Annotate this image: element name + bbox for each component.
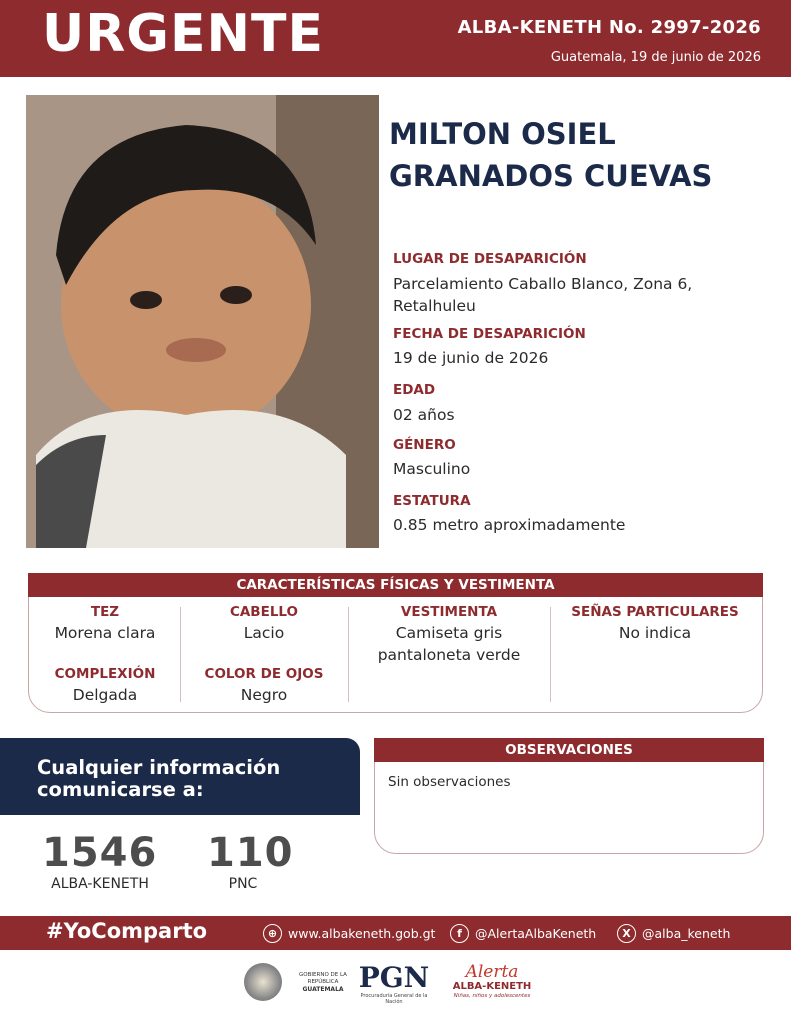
ak-logo-line3: Niñas, niños y adolescentes — [453, 993, 531, 999]
website-text: www.albakeneth.gob.gt — [288, 926, 436, 941]
vestimenta-value-line1: Camiseta gris — [395, 624, 503, 642]
gobierno-text-line1: GOBIERNO DE LA REPÚBLICA — [299, 971, 347, 985]
globe-icon: ⊕ — [263, 924, 282, 943]
lugar-value-line1: Parcelamiento Caballo Blanco, Zona 6, — [393, 275, 693, 293]
fecha-label: FECHA DE DESAPARICIÓN — [393, 326, 586, 342]
guatemala-seal-icon — [244, 963, 282, 1001]
person-name-line2: GRANADOS CUEVAS — [389, 159, 713, 193]
child-photo-illustration — [26, 95, 379, 548]
urgent-title: URGENTE — [42, 4, 324, 64]
estatura-value: 0.85 metro aproximadamente — [393, 516, 626, 534]
website-link[interactable] — [263, 924, 435, 943]
pgn-subtitle: Procuraduría General de la Nación — [360, 993, 428, 1005]
edad-label: EDAD — [393, 382, 436, 398]
observations-title: OBSERVACIONES — [374, 738, 764, 762]
senas-value: No indica — [618, 624, 692, 642]
fecha-value: 19 de junio de 2026 — [393, 349, 549, 367]
edad-value: 02 años — [393, 406, 455, 424]
alerta-alba-keneth-logo — [452, 963, 532, 999]
contact-text — [37, 757, 280, 801]
missing-child-photo — [26, 95, 379, 548]
phone-pnc[interactable]: 110 — [207, 830, 294, 876]
pgn-text: PGN — [358, 961, 430, 994]
x-icon: X — [617, 924, 636, 943]
ojos-label: COLOR DE OJOS — [204, 666, 324, 682]
vestimenta-value — [348, 622, 550, 666]
person-name-line1: MILTON OSIEL — [389, 117, 616, 151]
phone-alba-keneth[interactable]: 1546 — [42, 830, 158, 876]
tez-value: Morena clara — [54, 624, 156, 642]
complexion-label: COMPLEXIÓN — [54, 666, 156, 682]
person-name — [389, 113, 779, 197]
gobierno-text-line2: GUATEMALA — [302, 985, 344, 993]
complexion-value: Delgada — [72, 686, 138, 704]
twitter-text: @alba_keneth — [642, 926, 731, 941]
facebook-text: @AlertaAlbaKeneth — [475, 926, 597, 941]
contact-line1: Cualquier información — [37, 756, 281, 779]
phone-pnc-label: PNC — [228, 876, 258, 892]
facebook-icon: f — [450, 924, 469, 943]
pgn-logo — [355, 963, 433, 1005]
tez-label: TEZ — [90, 604, 120, 620]
twitter-link[interactable] — [617, 924, 730, 943]
facebook-link[interactable] — [450, 924, 596, 943]
vestimenta-label: VESTIMENTA — [400, 604, 498, 620]
gobierno-logo — [244, 963, 358, 1001]
gobierno-text — [288, 972, 358, 993]
lugar-value-line2: Retalhuleu — [393, 297, 476, 315]
genero-label: GÉNERO — [393, 437, 456, 453]
ak-logo-line1: Alerta — [465, 962, 519, 982]
pgn-wordmark — [355, 963, 433, 993]
hashtag: #YoComparto — [46, 919, 208, 943]
header-banner — [0, 0, 791, 77]
observations-text: Sin observaciones — [388, 774, 511, 790]
lugar-value — [393, 273, 773, 317]
lugar-label: LUGAR DE DESAPARICIÓN — [393, 251, 587, 267]
cabello-label: CABELLO — [229, 604, 299, 620]
genero-value: Masculino — [393, 460, 471, 478]
ojos-value: Negro — [240, 686, 288, 704]
alert-number: ALBA-KENETH No. 2997-2026 — [457, 17, 761, 38]
contact-line2: comunicarse a: — [37, 778, 204, 801]
cabello-value: Lacio — [243, 624, 285, 642]
place-date: Guatemala, 19 de junio de 2026 — [550, 50, 761, 65]
senas-label: SEÑAS PARTICULARES — [571, 604, 739, 620]
characteristics-title: CARACTERÍSTICAS FÍSICAS Y VESTIMENTA — [28, 573, 763, 597]
vestimenta-value-line2: pantaloneta verde — [377, 646, 521, 664]
phone-alba-keneth-label: ALBA-KENETH — [51, 876, 149, 892]
ak-logo-line2: ALBA-KENETH — [452, 981, 532, 992]
estatura-label: ESTATURA — [393, 493, 471, 509]
